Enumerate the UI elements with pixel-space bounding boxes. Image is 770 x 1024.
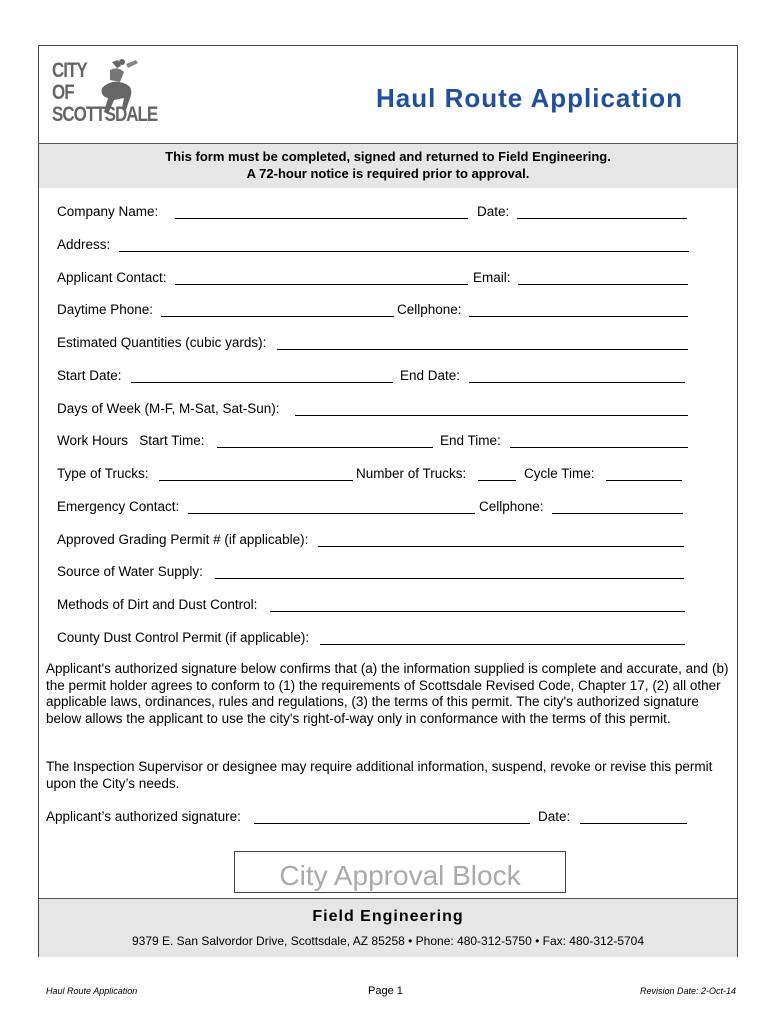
cellphone-label: Cellphone: xyxy=(397,302,462,317)
start-date-label: Start Date: xyxy=(57,368,122,383)
row-address xyxy=(57,236,697,254)
notice-banner xyxy=(39,144,737,188)
city-logo xyxy=(52,58,158,138)
emergency-cellphone-field[interactable] xyxy=(552,513,683,514)
terms-paragraph: Applicant's authorized signature below confirms that (a) the information supplied is complete and accurate, and (b) the permit holder agrees to conform to (1) the requirements of Scottsdale Revised Code, Chapter 17, (2) all other applicable laws, ordinances, rules and regulations, (3) the terms of this permit. The city's authorized signature below allows the applicant to use the city's right-of-way only in conformance with the terms of this permit. xyxy=(46,661,729,726)
emergency-contact-field[interactable] xyxy=(188,513,475,514)
row-company xyxy=(57,203,697,221)
emergency-cellphone-label: Cellphone: xyxy=(479,499,544,514)
row-quantities xyxy=(57,334,697,352)
row-dates xyxy=(57,367,697,385)
cellphone-field[interactable] xyxy=(469,316,688,317)
footer-address: 9379 E. San Salvordor Drive, Scottsdale, AZ 85258 • Phone: 480-312-5750 • Fax: 480-312-5704 xyxy=(131,934,645,948)
page-footer-left: Haul Route Application xyxy=(46,986,138,996)
email-label: Email: xyxy=(473,270,511,285)
date-field[interactable] xyxy=(517,218,687,219)
row-grading xyxy=(57,531,697,549)
start-time-field[interactable] xyxy=(217,447,433,448)
applicant-contact-label: Applicant Contact: xyxy=(57,270,167,285)
footer-section xyxy=(39,898,737,957)
dust-control-field[interactable] xyxy=(270,611,685,612)
county-permit-field[interactable] xyxy=(320,644,685,645)
date-label: Date: xyxy=(477,204,510,219)
row-applicant xyxy=(57,269,697,287)
row-days xyxy=(57,400,697,418)
applicant-contact-field[interactable] xyxy=(175,284,468,285)
grading-permit-field[interactable] xyxy=(318,546,684,547)
days-of-week-label: Days of Week (M-F, M-Sat, Sat-Sun): xyxy=(57,401,280,416)
cycle-time-label: Cycle Time: xyxy=(524,466,595,481)
end-date-label: End Date: xyxy=(400,368,461,383)
page-number: Page 1 xyxy=(368,985,403,997)
row-hours xyxy=(57,432,697,450)
city-approval-block: City Approval Block xyxy=(234,851,566,893)
days-of-week-field[interactable] xyxy=(295,415,688,416)
signature-label: Applicant’s authorized signature: xyxy=(46,809,241,824)
water-supply-label: Source of Water Supply: xyxy=(57,564,203,579)
revision-date: Revision Date: 2-Oct-14 xyxy=(640,986,737,996)
email-field[interactable] xyxy=(518,284,688,285)
grading-permit-label: Approved Grading Permit # (if applicable): xyxy=(57,532,309,547)
inspection-paragraph: The Inspection Supervisor or designee may require additional information, suspend, revoke or revise this permit upon the City’s needs. xyxy=(46,759,713,791)
row-signature xyxy=(46,808,696,826)
type-of-trucks-field[interactable] xyxy=(159,480,353,481)
cycle-time-field[interactable] xyxy=(606,480,682,481)
row-trucks xyxy=(57,465,697,483)
address-field[interactable] xyxy=(119,251,689,252)
type-of-trucks-label: Type of Trucks: xyxy=(57,466,149,481)
number-of-trucks-field[interactable] xyxy=(478,480,516,481)
estimated-quantities-field[interactable] xyxy=(277,349,688,350)
county-permit-label: County Dust Control Permit (if applicable): xyxy=(57,630,310,645)
start-date-field[interactable] xyxy=(131,382,393,383)
end-time-label: End Time: xyxy=(440,433,501,448)
company-name-label: Company Name: xyxy=(57,204,159,219)
address-label: Address: xyxy=(57,237,111,252)
row-phone xyxy=(57,301,697,319)
row-water xyxy=(57,563,697,581)
end-date-field[interactable] xyxy=(469,382,685,383)
page-title: Haul Route Application xyxy=(376,83,684,113)
end-time-field[interactable] xyxy=(510,447,688,448)
notice-line-2: A 72-hour notice is required prior to approval. xyxy=(246,166,530,181)
daytime-phone-label: Daytime Phone: xyxy=(57,302,154,317)
daytime-phone-field[interactable] xyxy=(161,316,394,317)
dust-control-label: Methods of Dirt and Dust Control: xyxy=(57,597,258,612)
number-of-trucks-label: Number of Trucks: xyxy=(356,466,467,481)
logo-line-scottsdale: SCOTTSDALE xyxy=(52,102,158,126)
water-supply-field[interactable] xyxy=(215,578,684,579)
logo-line-of: OF xyxy=(52,80,74,104)
row-emergency xyxy=(57,498,697,516)
signature-date-field[interactable] xyxy=(580,823,687,824)
row-dust xyxy=(57,596,697,614)
signature-date-label: Date: xyxy=(538,809,571,824)
company-name-field[interactable] xyxy=(175,218,468,219)
footer-title: Field Engineering xyxy=(312,908,464,925)
rider-icon xyxy=(82,58,142,120)
emergency-contact-label: Emergency Contact: xyxy=(57,499,180,514)
estimated-quantities-label: Estimated Quantities (cubic yards): xyxy=(57,335,267,350)
signature-field[interactable] xyxy=(254,823,530,824)
row-county xyxy=(57,629,697,647)
logo-line-city: CITY xyxy=(52,58,87,82)
notice-line-1: This form must be completed, signed and returned to Field Engineering. xyxy=(165,149,611,164)
work-hours-start-label: Work Hours Start Time: xyxy=(57,433,205,448)
